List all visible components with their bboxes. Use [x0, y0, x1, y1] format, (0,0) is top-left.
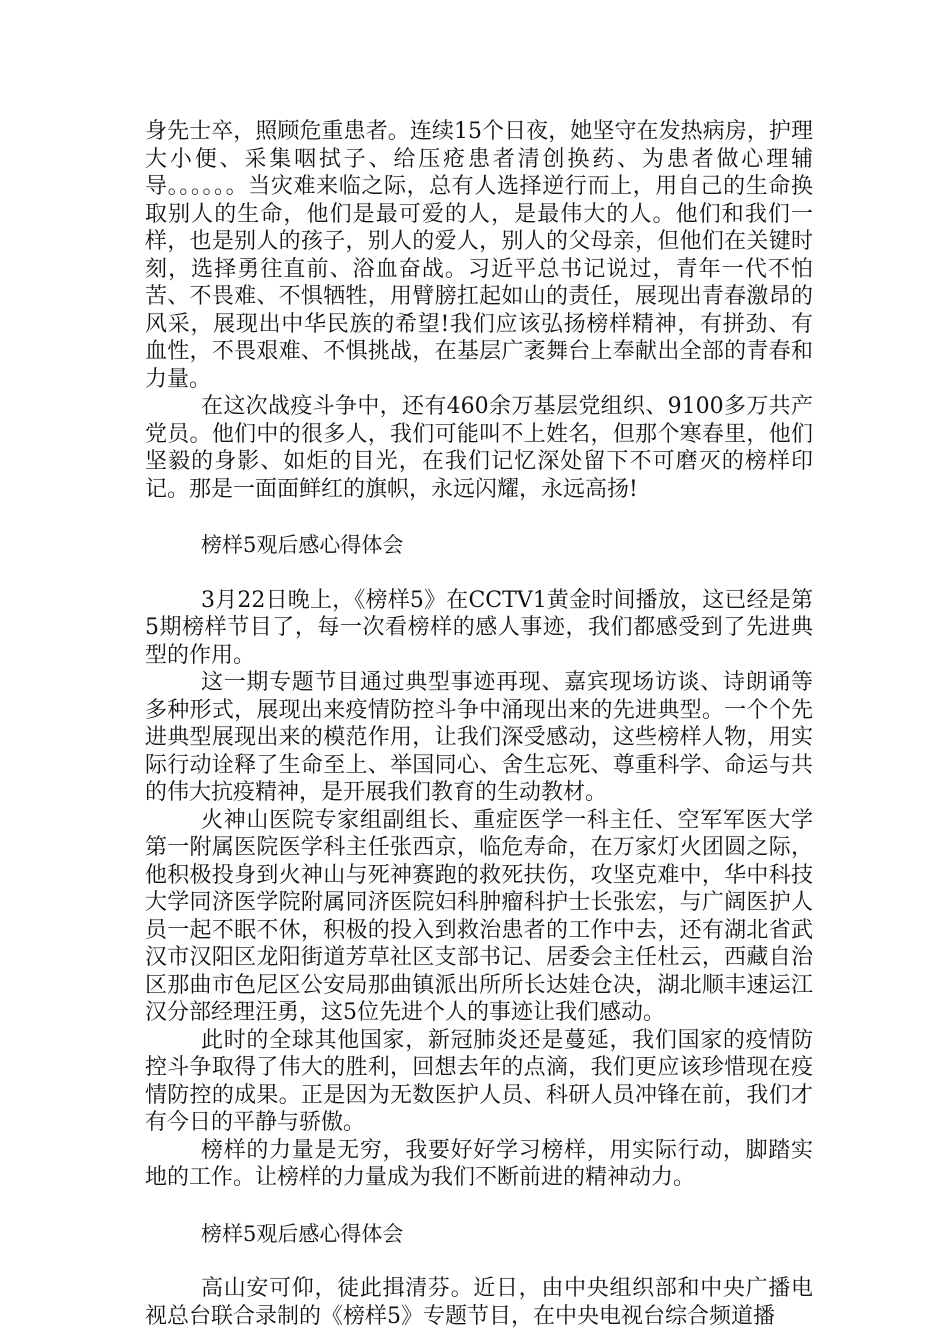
section-heading-1: 榜样5观后感心得体会 [201, 533, 404, 557]
paragraph-7: 榜样的力量是无穷，我要好好学习榜样，用实际行动，脚踏实地的工作。让榜样的力量成为我们不断前进的精神动力。 [145, 1137, 813, 1190]
paragraph-8: 高山安可仰，徒此揖清芬。近日，由中央组织部和中央广播电视总台联合录制的《榜样5》专题节目，在中央电视台综合频道播 [145, 1276, 813, 1329]
paragraph-5: 火神山医院专家组副组长、重症医学一科主任、空军军医大学第一附属医院医学科主任张西京，临危寿命，在万家灯火团圆之际，他积极投身到火神山与死神赛跑的救死扶伤，攻坚克难中，华中科技大学同济医学院附属同济医院妇科肿瘤科护士长张宏，与广阔医护人员一起不眠不休，积极的投入到救治患者的工作中去，还有湖北省武汉市汉阳区龙阳街道芳草社区支部书记、居委会主任杜云，西藏自治区那曲市色尼区公安局那曲镇派出所所长达娃仓决，湖北顺丰速运江汉分部经理汪勇，这5位先进个人的事迹让我们感动。 [145, 807, 813, 1025]
paragraph-4: 这一期专题节目通过典型事迹再现、嘉宾现场访谈、诗朗诵等多种形式，展现出来疫情防控斗争中涌现出来的先进典型。一个个先进典型展现出来的模范作用，让我们深受感动，这些榜样人物，用实际行动诠释了生命至上、举国同心、舍生忘死、尊重科学、命运与共的伟大抗疫精神，是开展我们教育的生动教材。 [145, 670, 813, 805]
document-body [145, 118, 813, 1330]
paragraph-2: 在这次战疫斗争中，还有460余万基层党组织、9100多万共产党员。他们中的很多人，我们可能叫不上姓名，但那个寒春里，他们坚毅的身影、如炬的目光，在我们记忆深处留下不可磨灭的榜样印记。那是一面面鲜红的旗帜，永远闪耀，永远高扬! [145, 394, 813, 502]
section-heading-2: 榜样5观后感心得体会 [201, 1221, 404, 1246]
paragraph-6: 此时的全球其他国家，新冠肺炎还是蔓延，我们国家的疫情防控斗争取得了伟大的胜利，回想去年的点滴，我们更应该珍惜现在疫情防控的成果。正是因为无数医护人员、科研人员冲锋在前，我们才有今日的平静与骄傲。 [145, 1027, 813, 1135]
paragraph-3: 3月22日晚上，《榜样5》在CCTV1黄金时间播放，这已经是第5期榜样节目了，每一次看榜样的感人事迹，我们都感受到了先进典型的作用。 [145, 587, 813, 668]
paragraph-1: 身先士卒，照顾危重患者。连续15个日夜，她坚守在发热病房，护理大小便、采集咽拭子、给压疮患者清创换药、为患者做心理辅导。。。。。。当灾难来临之际，总有人选择逆行而上，用自己的生命换取别人的生命，他们是最可爱的人，是最伟大的人。他们和我们一样，也是别人的孩子，别人的爱人，别人的父母亲，但他们在关键时刻，选择勇往直前、浴血奋战。习近平总书记说过，青年一代不怕苦、不畏难、不惧牺牲，用臂膀扛起如山的责任，展现出青春激昂的风采，展现出中华民族的希望!我们应该弘扬榜样精神，有拼劲、有血性，不畏艰难、不惧挑战，在基层广袤舞台上奉献出全部的青春和力量。 [145, 119, 813, 392]
